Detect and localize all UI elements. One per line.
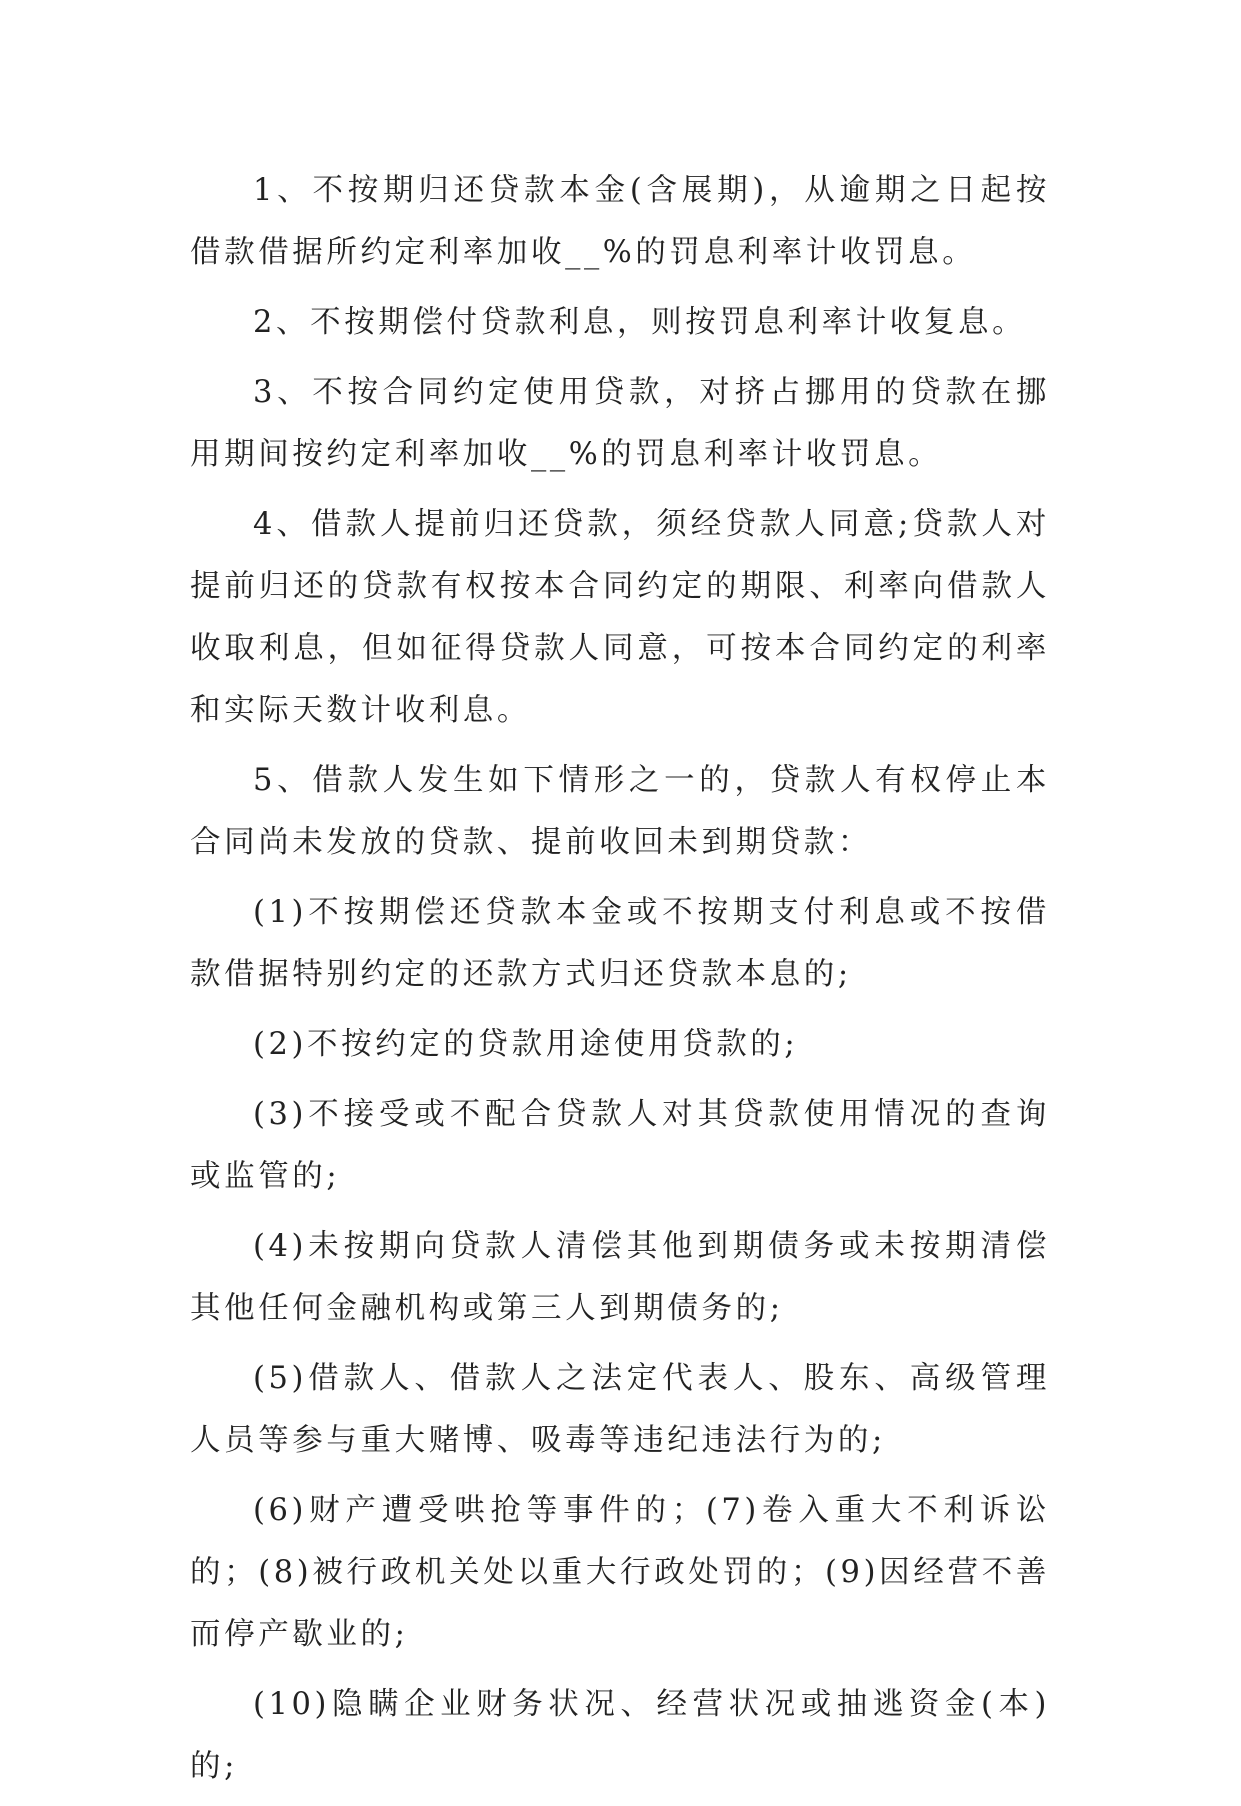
paragraph-item-10: (10)隐瞒企业财务状况、经营状况或抽逃资金(本)的;: [190, 1687, 1050, 1784]
paragraph-item-4: (4)未按期向贷款人清偿其他到期债务或未按期清偿其他任何金融机构或第三人到期债务的;: [190, 1229, 1050, 1326]
paragraph-items-6-9: (6)财产遭受哄抢等事件的；(7)卷入重大不利诉讼的；(8)被行政机关处以重大行政处罚的；(9)因经营不善而停产歇业的;: [190, 1493, 1050, 1652]
paragraph-clause-3: 3、不按合同约定使用贷款，对挤占挪用的贷款在挪用期间按约定利率加收__%的罚息利率计收罚息。: [190, 375, 1050, 472]
paragraph-clause-4: 4、借款人提前归还贷款，须经贷款人同意;贷款人对提前归还的贷款有权按本合同约定的期限、利率向借款人收取利息，但如征得贷款人同意，可按本合同约定的利率和实际天数计收利息。: [190, 507, 1050, 728]
paragraph-clause-2: 2、不按期偿付贷款利息，则按罚息利率计收复息。: [253, 305, 1027, 340]
paragraph-clause-1: 1、不按期归还贷款本金(含展期)，从逾期之日起按借款借据所约定利率加收__%的罚息利率计收罚息。: [190, 173, 1050, 270]
paragraph-clause-5: 5、借款人发生如下情形之一的，贷款人有权停止本合同尚未发放的贷款、提前收回未到期贷款：: [190, 763, 1050, 860]
paragraph-item-2: (2)不按约定的贷款用途使用贷款的;: [253, 1027, 799, 1062]
paragraph-item-3: (3)不接受或不配合贷款人对其贷款使用情况的查询或监管的;: [190, 1097, 1050, 1194]
paragraph-item-1: (1)不按期偿还贷款本金或不按期支付利息或不按借款借据特别约定的还款方式归还贷款本息的;: [190, 895, 1050, 992]
document-page: [190, 160, 1050, 1806]
paragraph-item-5: (5)借款人、借款人之法定代表人、股东、高级管理人员等参与重大赌博、吸毒等违纪违法行为的;: [190, 1361, 1050, 1458]
